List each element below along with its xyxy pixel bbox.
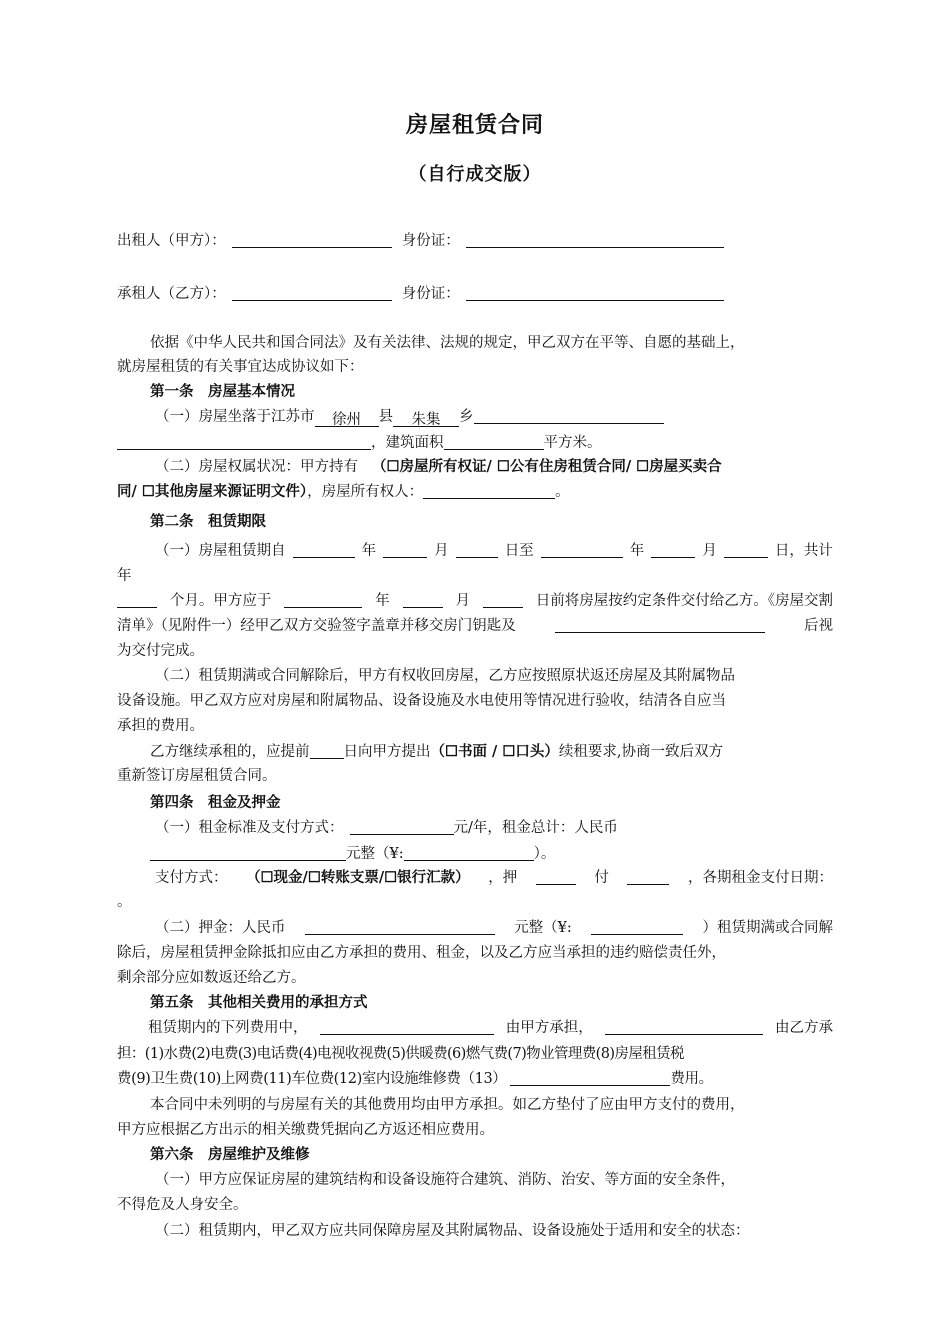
renewal-line <box>150 740 833 764</box>
pay-label: 付 <box>594 870 609 886</box>
lessee-id-label: 身份证： <box>401 286 460 302</box>
deposit-line-2: 除后，房屋租赁押金除抵扣应由乙方承担的费用、租金，以及乙方应当承担的违约赔偿责任外， <box>117 945 726 961</box>
lessee-line <box>117 282 833 306</box>
area-unit: 平方米。 <box>543 435 602 451</box>
art2-p2-line-1: （二）租赁期满或合同解除后，甲方有权收回房屋，乙方应按照原状返还房屋及其附属物品 <box>155 668 735 684</box>
handover-line <box>117 614 833 638</box>
art1-ownership-line-1 <box>155 455 833 479</box>
delivery-prefix: 个月。甲方应于 <box>169 593 272 609</box>
ownership-prefix: （二）房屋权属状况：甲方持有 <box>155 459 358 475</box>
start-day-field[interactable] <box>456 539 498 558</box>
delivery-year-field[interactable] <box>284 589 362 608</box>
art6-p2-line-1: （二）租赁期内，甲乙双方应共同保障房屋及其附属物品、设备设施处于适用和安全的状态： <box>155 1223 750 1239</box>
lessor-id-label: 身份证： <box>401 233 460 249</box>
rent-total-field[interactable] <box>150 842 346 861</box>
delivery-month-field[interactable] <box>403 589 443 608</box>
fees-suffix: 费用。 <box>670 1071 713 1087</box>
renewal-end: 续租要求,协商一致后双方 <box>558 744 723 760</box>
ownership-options-cont[interactable]: 同/ ☐其他房屋来源证明文件） <box>117 483 308 500</box>
art1-area-line <box>117 431 833 455</box>
art2-p2-line-3: 承担的费用。 <box>117 718 204 734</box>
art6-p1-line-1: （一）甲方应保证房屋的建筑结构和设备设施符合建筑、消防、治安、等方面的安全条件， <box>155 1172 735 1188</box>
end-month-field[interactable] <box>651 539 695 558</box>
lessor-fees-label: 由甲方承担， <box>505 1020 593 1036</box>
deposit-line <box>155 916 833 940</box>
lessor-label: 出租人（甲方）： <box>117 233 226 249</box>
area-field[interactable] <box>444 431 544 450</box>
fees-prefix: 租赁期内的下列费用中， <box>148 1020 308 1036</box>
end-day-label: 日，共计 <box>774 543 833 559</box>
lessor-id-field[interactable] <box>466 229 724 248</box>
article-1-heading: 第一条 房屋基本情况 <box>150 383 295 400</box>
art1-ownership-line-2 <box>117 480 833 504</box>
annual-rent-field[interactable] <box>350 816 454 835</box>
start-month-label: 月 <box>434 543 449 559</box>
renewal-line-2: 重新签订房屋租赁合同。 <box>117 768 277 784</box>
handover-text: 清单》（见附件一）经甲乙双方交验签字盖章并移交房门钥匙及 <box>117 618 516 634</box>
renewal-days-field[interactable] <box>310 740 344 759</box>
rent-line <box>155 816 833 840</box>
deposit-yen-field[interactable] <box>591 916 683 935</box>
other-fee-field[interactable] <box>510 1067 670 1086</box>
payment-line <box>155 866 833 890</box>
fees-line-1 <box>148 1016 833 1040</box>
article-4-heading: 第四条 租金及押金 <box>150 794 281 811</box>
article-5-heading: 第五条 其他相关费用的承担方式 <box>150 994 368 1011</box>
lessee-fees-field[interactable] <box>605 1016 763 1035</box>
deposit-end: ）租赁期满或合同解 <box>702 920 833 936</box>
renewal-options[interactable]: （☐书面 / ☐口头） <box>430 743 559 760</box>
fees-list-end: 费(9)卫生费(10)上网费(11)车位费(12)室内设施维修费（13） <box>117 1071 507 1087</box>
article-6-heading: 第六条 房屋维护及维修 <box>150 1146 310 1163</box>
deposit-amount-field[interactable] <box>305 916 495 935</box>
delivery-month-label: 月 <box>455 593 470 609</box>
delivery-year-label: 年 <box>375 593 390 609</box>
rent-yen-field[interactable] <box>404 842 534 861</box>
fees-line-2: 担：(1)水费(2)电费(3)电话费(4)电视收视费(5)供暖费(6)燃气费(7)物业管理费(8)房屋租赁税 <box>117 1046 684 1062</box>
end-year-field[interactable] <box>541 539 623 558</box>
lessee-id-field[interactable] <box>466 282 724 301</box>
term-total-year-line <box>117 564 833 588</box>
total-year-label: 年 <box>117 568 132 584</box>
lessee-label: 承租人（乙方）： <box>117 286 226 302</box>
art6-p1-line-2: 不得危及人身安全。 <box>117 1197 248 1213</box>
deposit-label: ，押 <box>488 870 518 886</box>
owner-end: 。 <box>555 484 570 500</box>
owner-label: ，房屋所有权人： <box>307 484 424 500</box>
payment-dates-label: ，各期租金支付日期： <box>687 870 833 886</box>
rent-yen-label: 元整（¥: <box>346 846 404 862</box>
lessor-name-field[interactable] <box>232 229 392 248</box>
delivery-day-field[interactable] <box>483 589 523 608</box>
fees-line-3 <box>117 1067 833 1091</box>
ownership-options[interactable]: （☐房屋所有权证/ ☐公有住房租赁合同/ ☐房屋买卖合 <box>372 458 722 475</box>
fees-p2-line-2: 甲方应根据乙方出示的相关缴费凭据向乙方返还相应费用。 <box>117 1122 494 1138</box>
lessor-fees-field[interactable] <box>320 1016 494 1035</box>
intro-line-2: 就房屋租赁的有关事宜达成协议如下： <box>117 359 364 375</box>
lessee-fees-label: 由乙方承 <box>775 1020 833 1036</box>
lessee-name-field[interactable] <box>232 282 392 301</box>
intro-line-1: 依据《中华人民共和国合同法》及有关法律、法规的规定，甲乙双方在平等、自愿的基础上， <box>150 335 745 351</box>
county-field[interactable]: 朱集 <box>393 408 459 427</box>
start-year-field[interactable] <box>293 539 355 558</box>
pay-months-field[interactable] <box>627 866 669 885</box>
rent-prefix: （一）租金标准及支付方式： <box>155 820 344 836</box>
start-day-label: 日至 <box>504 543 534 559</box>
start-month-field[interactable] <box>383 539 427 558</box>
county-label: 县 <box>378 409 393 425</box>
end-day-field[interactable] <box>724 539 768 558</box>
renewal-prefix: 乙方继续承租的，应提前 <box>150 744 310 760</box>
area-label: ，建筑面积 <box>371 435 444 451</box>
handover-line-2: 为交付完成。 <box>117 643 204 659</box>
delivery-text: 日前将房屋按约定条件交付给乙方。《房屋交割 <box>535 593 833 609</box>
rent-yen-end: ）。 <box>533 846 556 862</box>
lessor-line <box>117 229 833 253</box>
township-field[interactable] <box>474 405 664 424</box>
deposit-prefix: （二）押金：人民币 <box>155 920 286 936</box>
art2-p2-line-2: 设备设施。甲乙双方应对房屋和附属物品、设备设施及水电使用等情况进行验收，结清各自应当 <box>117 693 726 709</box>
renewal-mid: 日向甲方提出 <box>343 744 431 760</box>
rent-total-label: 元/年，租金总计：人民币 <box>453 820 618 836</box>
total-months-field[interactable] <box>117 589 157 608</box>
term-line <box>155 539 833 563</box>
fees-p2-line-1: 本合同中未列明的与房屋有关的其他费用均由甲方承担。如乙方垫付了应由甲方支付的费用， <box>150 1097 745 1113</box>
deposit-months-field[interactable] <box>536 866 576 885</box>
handover-field[interactable] <box>555 614 765 633</box>
art1-location-prefix: （一）房屋坐落于江苏市 <box>155 409 315 425</box>
document-subtitle: （自行成交版） <box>408 164 542 185</box>
article-2-heading: 第二条 租赁期限 <box>150 513 266 530</box>
end-year-label: 年 <box>629 543 645 559</box>
township-label: 乡 <box>459 409 474 425</box>
deposit-line-3: 剩余部分应如数返还给乙方。 <box>117 970 306 986</box>
owner-field[interactable] <box>423 480 555 499</box>
payment-dot: 。 <box>117 894 132 910</box>
document-title: 房屋租赁合同 <box>405 113 544 138</box>
deposit-yen-label: 元整（¥: <box>514 920 572 936</box>
term-prefix: （一）房屋租赁期自 <box>155 543 286 559</box>
city-field[interactable]: 徐州 <box>315 408 379 427</box>
payment-label: 支付方式： <box>155 870 228 886</box>
address-field[interactable] <box>117 431 371 450</box>
art1-location-line <box>155 405 833 429</box>
start-year-label: 年 <box>361 543 377 559</box>
delivery-line <box>117 589 833 613</box>
handover-end: 后视 <box>804 618 833 634</box>
end-month-label: 月 <box>702 543 717 559</box>
rent-total-line <box>150 842 833 866</box>
payment-options[interactable]: （☐现金/☐转账支票/☐银行汇款） <box>246 869 470 886</box>
